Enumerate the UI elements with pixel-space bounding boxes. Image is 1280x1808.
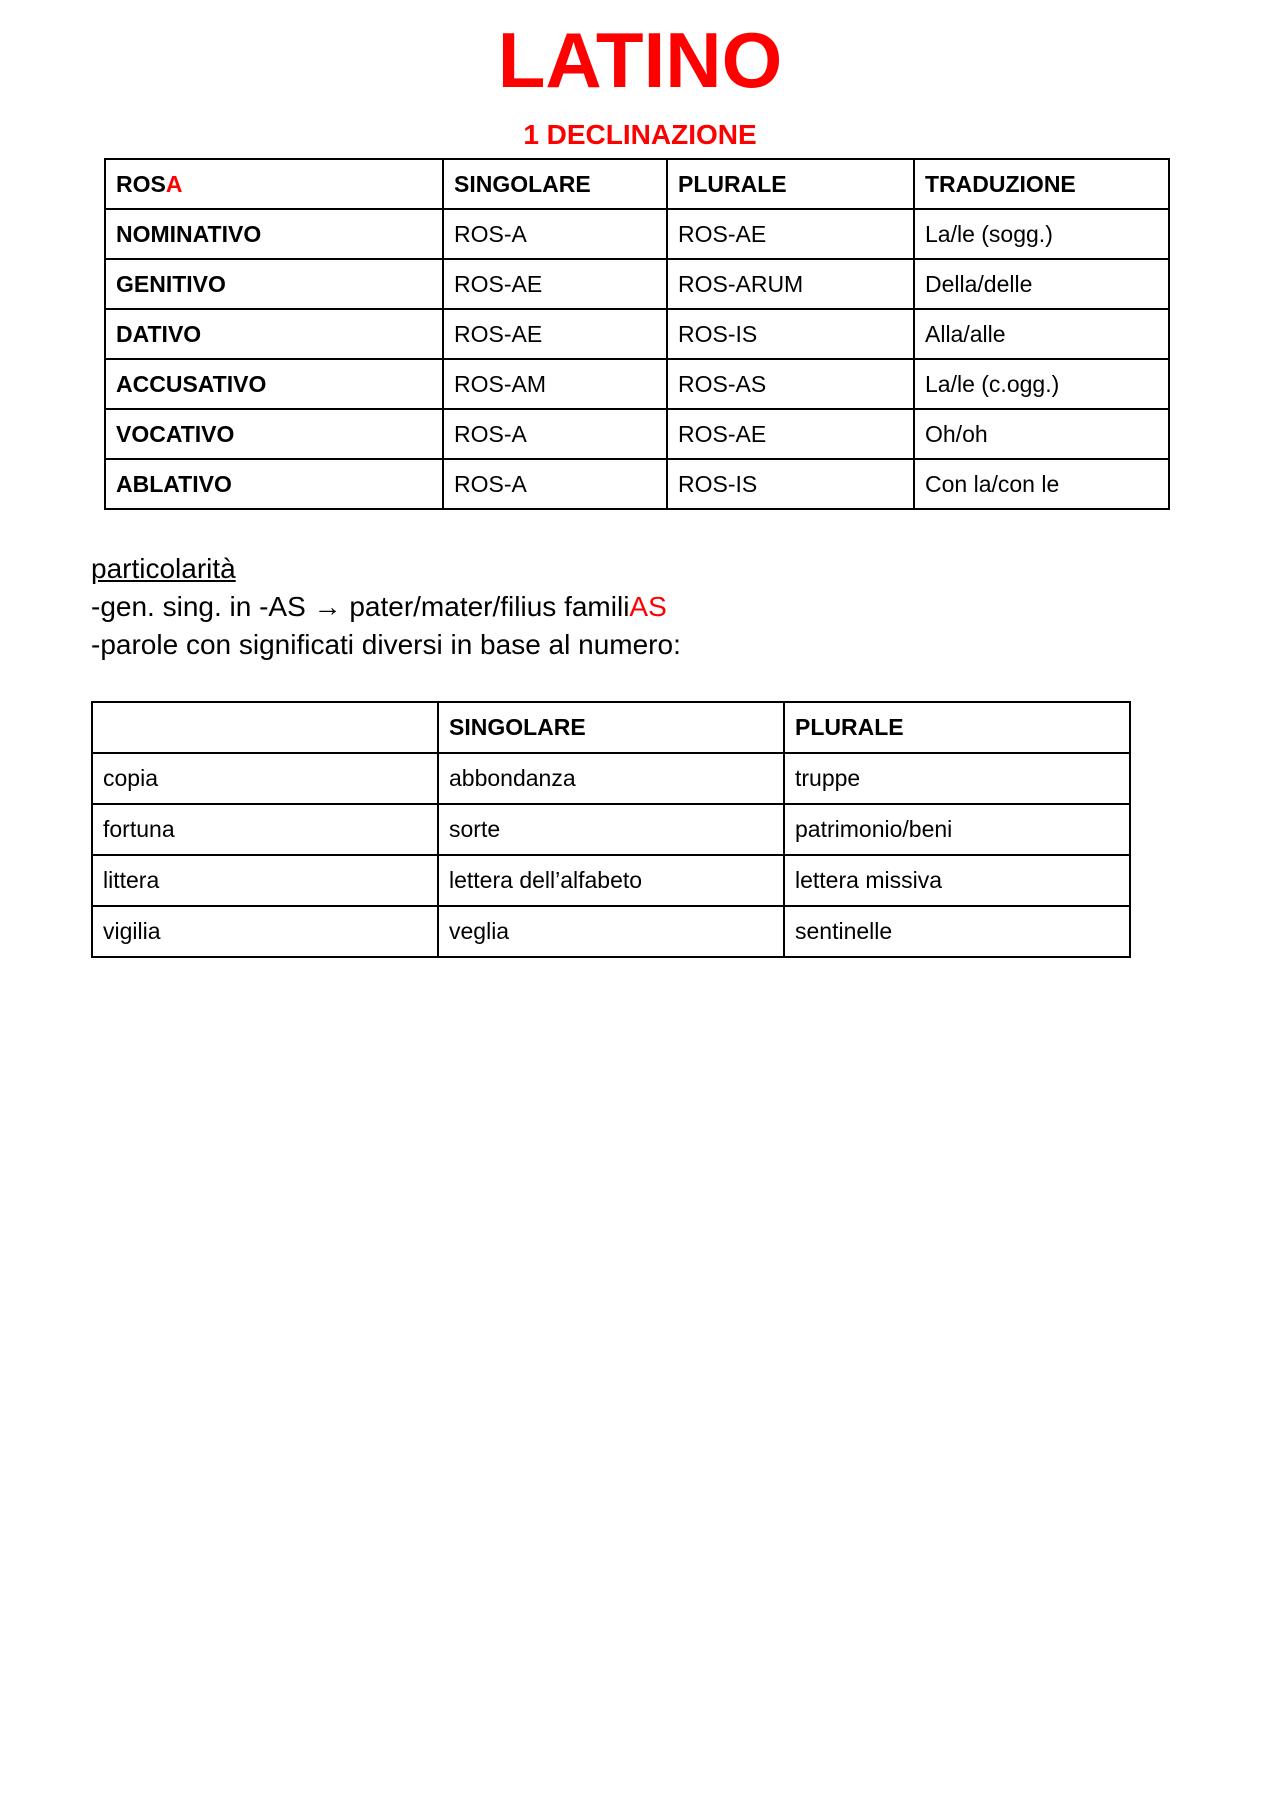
page-title: LATINO bbox=[497, 16, 783, 104]
declension-table bbox=[104, 158, 1170, 510]
case-name: GENITIVO bbox=[105, 259, 443, 309]
case-name: DATIVO bbox=[105, 309, 443, 359]
translation: Con la/con le bbox=[914, 459, 1169, 509]
declension-header-plurale: PLURALE bbox=[667, 159, 914, 209]
latin-word: vigilia bbox=[92, 906, 438, 957]
number-meaning-table bbox=[91, 701, 1131, 958]
declension-header-traduzione: TRADUZIONE bbox=[914, 159, 1169, 209]
case-name: NOMINATIVO bbox=[105, 209, 443, 259]
notes-heading: particolarità bbox=[91, 553, 236, 584]
latin-word: littera bbox=[92, 855, 438, 906]
plural-meaning: sentinelle bbox=[784, 906, 1130, 957]
number-header-singolare: SINGOLARE bbox=[438, 702, 784, 753]
case-name: ABLATIVO bbox=[105, 459, 443, 509]
latin-word: copia bbox=[92, 753, 438, 804]
declension-header-singolare: SINGOLARE bbox=[443, 159, 667, 209]
notes-section bbox=[91, 550, 681, 664]
translation: La/le (c.ogg.) bbox=[914, 359, 1169, 409]
table-row bbox=[105, 459, 1169, 509]
table-row bbox=[105, 409, 1169, 459]
number-header-row bbox=[92, 702, 1130, 753]
plural-meaning: lettera missiva bbox=[784, 855, 1130, 906]
translation: La/le (sogg.) bbox=[914, 209, 1169, 259]
singular-form: ROS-AM bbox=[443, 359, 667, 409]
declension-header-word bbox=[105, 159, 443, 209]
notes-line-genitive bbox=[91, 588, 681, 626]
translation: Della/delle bbox=[914, 259, 1169, 309]
singular-form: ROS-A bbox=[443, 459, 667, 509]
singular-form: ROS-AE bbox=[443, 259, 667, 309]
plural-form: ROS-ARUM bbox=[667, 259, 914, 309]
latin-word: fortuna bbox=[92, 804, 438, 855]
notes-line-genitive-text: -gen. sing. in -AS → pater/mater/filius famili bbox=[91, 591, 630, 622]
case-name: VOCATIVO bbox=[105, 409, 443, 459]
plural-form: ROS-AE bbox=[667, 209, 914, 259]
word-ending: A bbox=[165, 170, 183, 197]
notes-line-genitive-highlight: AS bbox=[629, 591, 667, 622]
declension-header-row bbox=[105, 159, 1169, 209]
table-row bbox=[92, 804, 1130, 855]
singular-form: ROS-A bbox=[443, 409, 667, 459]
word-stem: ROS bbox=[116, 170, 166, 197]
table-row bbox=[105, 209, 1169, 259]
plural-form: ROS-AE bbox=[667, 409, 914, 459]
plural-meaning: truppe bbox=[784, 753, 1130, 804]
singular-meaning: abbondanza bbox=[438, 753, 784, 804]
translation: Oh/oh bbox=[914, 409, 1169, 459]
plural-form: ROS-IS bbox=[667, 459, 914, 509]
plural-meaning: patrimonio/beni bbox=[784, 804, 1130, 855]
notes-line-meanings: -parole con significati diversi in base al numero: bbox=[91, 629, 681, 660]
case-name: ACCUSATIVO bbox=[105, 359, 443, 409]
table-row bbox=[105, 359, 1169, 409]
singular-meaning: veglia bbox=[438, 906, 784, 957]
translation: Alla/alle bbox=[914, 309, 1169, 359]
table-row bbox=[105, 259, 1169, 309]
singular-meaning: sorte bbox=[438, 804, 784, 855]
table-row bbox=[105, 309, 1169, 359]
table-row bbox=[92, 855, 1130, 906]
number-header-empty bbox=[92, 702, 438, 753]
page-subtitle: 1 DECLINAZIONE bbox=[523, 119, 757, 150]
singular-form: ROS-AE bbox=[443, 309, 667, 359]
singular-form: ROS-A bbox=[443, 209, 667, 259]
singular-meaning: lettera dell’alfabeto bbox=[438, 855, 784, 906]
plural-form: ROS-AS bbox=[667, 359, 914, 409]
number-header-plurale: PLURALE bbox=[784, 702, 1130, 753]
plural-form: ROS-IS bbox=[667, 309, 914, 359]
table-row bbox=[92, 906, 1130, 957]
table-row bbox=[92, 753, 1130, 804]
